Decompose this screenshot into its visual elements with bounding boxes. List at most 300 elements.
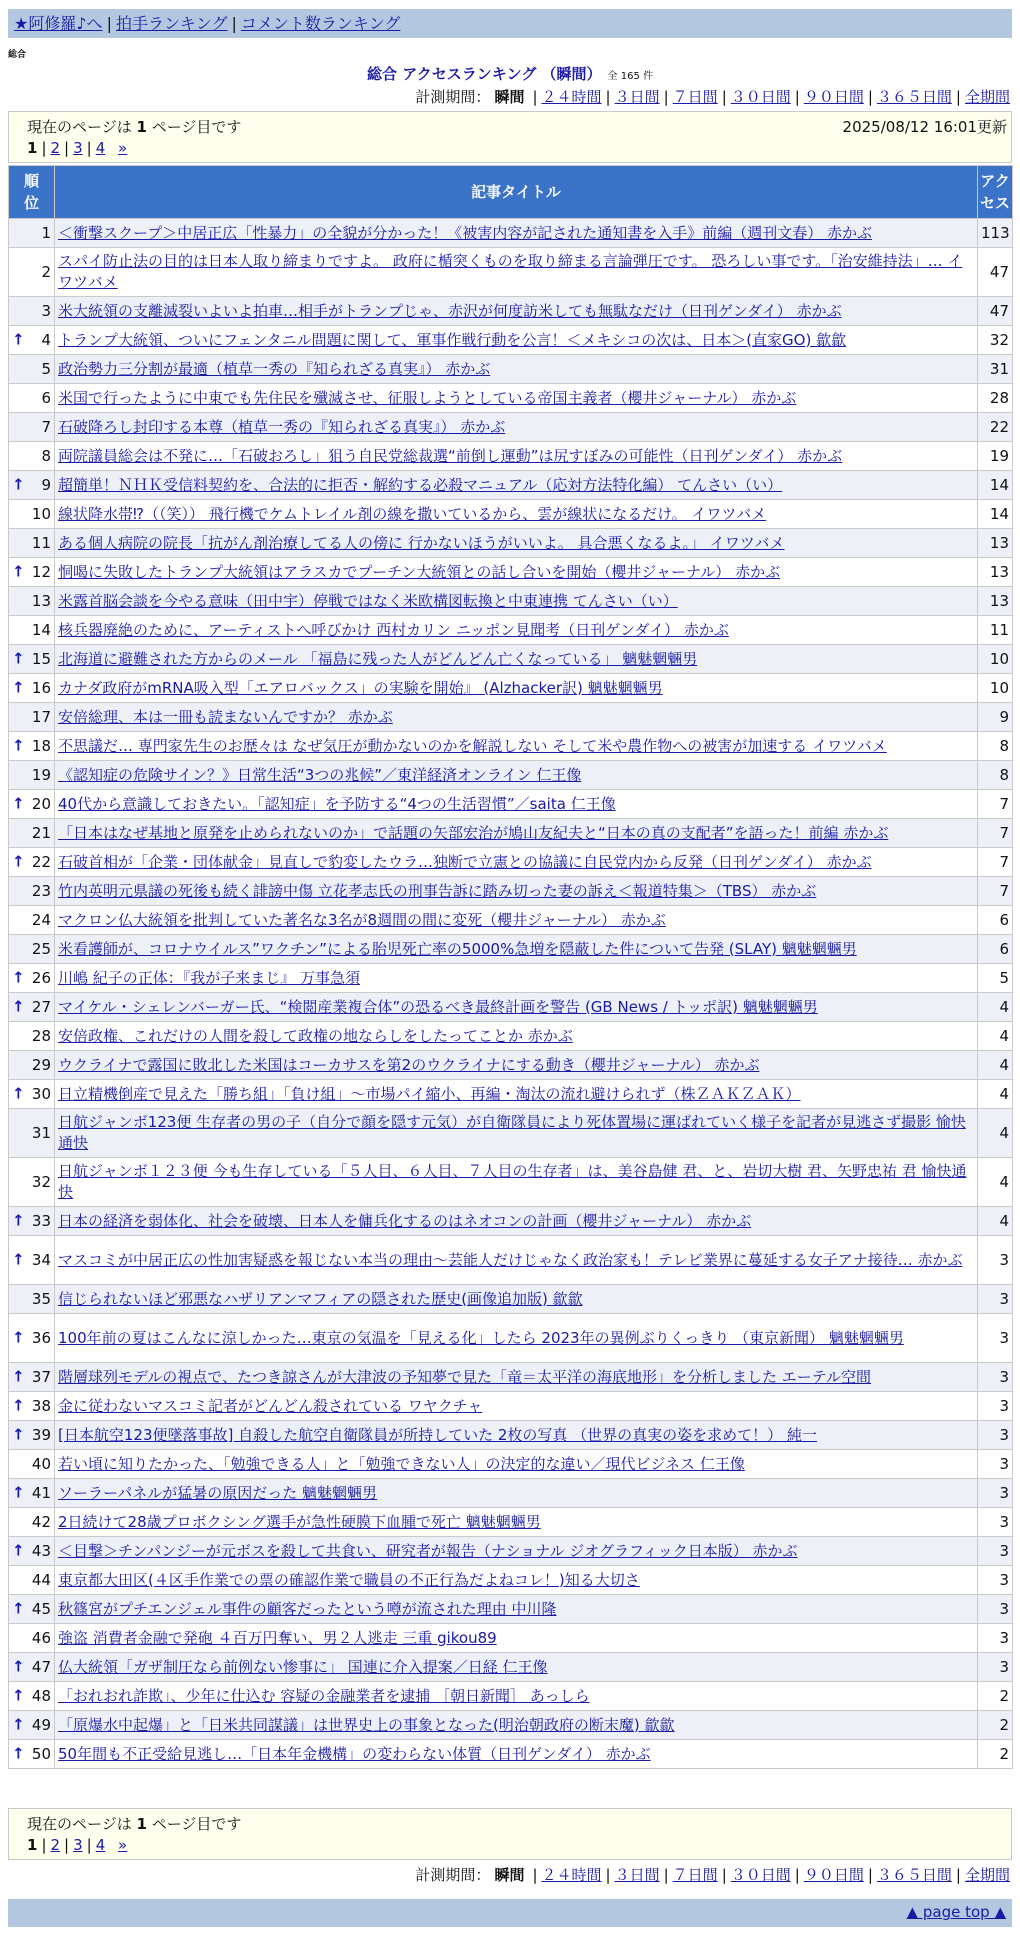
rank-cell	[9, 964, 55, 993]
rank-number: 1	[41, 223, 51, 242]
access-count: 3	[978, 1595, 1013, 1624]
access-count: 3	[978, 1421, 1013, 1450]
article-link[interactable]: 川嶋 紀子の正体：『我が子来まじ』 万事急須	[58, 968, 361, 987]
article-link[interactable]: 米看護師が、コロナウイルス”ワクチン”による胎児死亡率の5000%急増を隠蔽した件について告発 (SLAY) 魑魅魍魎男	[58, 939, 857, 958]
separator	[109, 139, 114, 157]
period-option[interactable]: ３６５日間	[876, 1866, 952, 1884]
rank-cell	[9, 1479, 55, 1508]
article-link[interactable]: 2日続けて28歳プロボクシング選手が急性硬膜下血腫で死亡 魑魅魍魎男	[58, 1512, 541, 1531]
rank-number: 26	[31, 968, 51, 987]
separator: |	[532, 88, 538, 106]
article-link[interactable]: 日航ジャンボ１２３便 今も生存している「５人目、６人目、７人目の生存者」は、美谷島健 君、と、岩切大樹 君、矢野忠祐 君 愉快通快	[58, 1162, 967, 1201]
rank-cell	[9, 1421, 55, 1450]
article-link[interactable]: 秋篠宮がプチエンジェル事件の顧客だったという噂が流された理由 中川隆	[58, 1599, 557, 1618]
table-row	[9, 906, 1013, 935]
period-current: 瞬間	[494, 88, 525, 106]
access-count: 14	[978, 500, 1013, 529]
up-arrow-icon: ↑	[12, 475, 25, 494]
up-arrow-icon: ↑	[12, 649, 25, 668]
title-cell	[55, 964, 978, 993]
table-row	[9, 297, 1013, 326]
period-option[interactable]: ７日間	[672, 1866, 718, 1884]
rank-number: 15	[31, 649, 51, 668]
separator: |	[532, 1866, 538, 1884]
rank-cell	[9, 1508, 55, 1537]
table-row	[9, 1051, 1013, 1080]
rank-number: 23	[31, 881, 51, 900]
article-link[interactable]: ソーラーパネルが猛暑の原因だった 魑魅魍魎男	[58, 1483, 378, 1502]
period-option[interactable]: ２４時間	[541, 88, 602, 106]
rank-number: 47	[31, 1657, 51, 1676]
access-count: 4	[978, 1080, 1013, 1109]
total-count: 全 165 件	[607, 71, 653, 82]
up-arrow-icon: ↑	[12, 330, 25, 349]
pager-current: 1	[27, 139, 38, 157]
access-count: 3	[978, 1314, 1013, 1363]
separator: |	[64, 139, 70, 157]
separator: |	[663, 88, 669, 106]
rank-cell	[9, 1566, 55, 1595]
rank-cell	[9, 877, 55, 906]
up-arrow-icon: ↑	[12, 1367, 25, 1386]
title-cell	[55, 703, 978, 732]
up-arrow-icon: ↑	[12, 1211, 25, 1230]
article-link[interactable]: ＜目撃＞チンパンジーが元ボスを殺して共食い、研究者が報告（ナショナル ジオグラフィック日本版） 赤かぶ	[58, 1541, 798, 1560]
rank-cell	[9, 616, 55, 645]
up-arrow-icon: ↑	[12, 794, 25, 813]
access-count: 3	[978, 1653, 1013, 1682]
article-link[interactable]: 「日本はなぜ基地と原発を止められないのか」で話題の矢部宏治が鳩山友紀夫と“日本の真の支配者”を語った！前編 赤かぶ	[58, 823, 889, 842]
table-row	[9, 993, 1013, 1022]
rank-number: 34	[31, 1250, 51, 1269]
rank-cell	[9, 529, 55, 558]
pager-next[interactable]: »	[118, 139, 128, 157]
access-count: 8	[978, 761, 1013, 790]
category-tag: 総合	[8, 50, 27, 60]
access-count: 3	[978, 1236, 1013, 1285]
rank-cell	[9, 819, 55, 848]
access-count: 4	[978, 1051, 1013, 1080]
rank-cell	[9, 1740, 55, 1769]
up-arrow-icon: ↑	[12, 562, 25, 581]
table-row	[9, 790, 1013, 819]
rank-cell	[9, 1236, 55, 1285]
up-arrow-icon: ↑	[12, 852, 25, 871]
article-link[interactable]: 《認知症の危険サイン？》日常生活“3つの兆候”／東洋経済オンライン 仁王像	[58, 765, 582, 784]
separator: |	[794, 88, 800, 106]
separator: |	[867, 1866, 873, 1884]
rank-cell	[9, 1537, 55, 1566]
rank-number: 30	[31, 1084, 51, 1103]
top-navigation: ★阿修羅♪へ | 拍手ランキング | コメント数ランキング	[8, 9, 1012, 38]
article-link[interactable]: マスコミが中居正広の性加害疑惑を報じない本当の理由～芸能人だけじゃなく政治家も！テレビ業界に蔓延する女子アナ接待… 赤かぶ	[58, 1250, 963, 1269]
rank-cell	[9, 993, 55, 1022]
rank-cell	[9, 935, 55, 964]
rank-number: 32	[31, 1172, 51, 1191]
access-count: 8	[978, 732, 1013, 761]
table-row	[9, 471, 1013, 500]
table-row	[9, 616, 1013, 645]
article-link[interactable]: 40代から意識しておきたい。「認知症」を予防する“4つの生活習慣”／saita 仁王像	[58, 794, 616, 813]
access-header: アクセス	[978, 166, 1013, 219]
pager-link[interactable]: 2	[50, 139, 61, 157]
title-cell	[55, 1421, 978, 1450]
article-link[interactable]: 米大統領の支離滅裂いよいよ拍車…相手がトランプじゃ、赤沢が何度訪米しても無駄なだけ（日刊ゲンダイ） 赤かぶ	[58, 301, 842, 320]
period-option[interactable]: 全期間	[964, 88, 1010, 106]
period-option[interactable]: ９０日間	[803, 1866, 864, 1884]
article-link[interactable]: 米露首脳会談を今やる意味（田中宇）停戦ではなく米欧構図転換と中東連携 てんさい（い）	[58, 591, 678, 610]
separator: |	[955, 1866, 961, 1884]
title-cell	[55, 1314, 978, 1363]
footer-bar	[8, 1899, 1012, 1927]
title-cell	[55, 471, 978, 500]
article-link[interactable]: 線状降水帯⁉（（笑）） 飛行機でケムトレイル剤の線を撒いているから、雲が線状になるだけ。 イワツバメ	[58, 504, 767, 523]
article-link[interactable]: 日航ジャンボ123便 生存者の男の子（自分で顔を隠す元気）が自衛隊員により死体置場に運ばれていく様子を記者が見逃さず撮影 愉快通快	[58, 1113, 966, 1152]
rank-number: 4	[41, 330, 51, 349]
article-link[interactable]: 恫喝に失敗したトランプ大統領はアラスカでプーチン大統領との話し合いを開始（櫻井ジャーナル） 赤かぶ	[58, 562, 781, 581]
rank-number: 19	[31, 765, 51, 784]
rank-number: 29	[31, 1055, 51, 1074]
article-link[interactable]: 超簡単！ＮＨＫ受信料契約を、合法的に拒否・解約する必殺マニュアル（応対方法特化編） てんさい（い）	[58, 475, 783, 494]
title-cell	[55, 326, 978, 355]
article-link[interactable]: 日立精機倒産で見えた「勝ち組」「負け組」～市場パイ縮小、再編・淘汰の流れ避けられず（株ＺＡＫＺＡＫ）	[58, 1084, 801, 1103]
article-link[interactable]: 安倍政権、これだけの人間を殺して政権の地ならしをしたってことか 赤かぶ	[58, 1026, 573, 1045]
period-option[interactable]: ３日間	[614, 1866, 660, 1884]
separator: |	[605, 88, 611, 106]
page-info-bottom	[8, 1808, 1012, 1860]
rank-cell	[9, 442, 55, 471]
table-row	[9, 703, 1013, 732]
title-cell	[55, 529, 978, 558]
article-link[interactable]: 「おれおれ詐欺」、少年に仕込む 容疑の金融業者を逮捕 ［朝日新聞］ あっしら	[58, 1686, 590, 1705]
access-count: 47	[978, 297, 1013, 326]
access-count: 19	[978, 442, 1013, 471]
article-link[interactable]: [日本航空123便墜落事故] 自殺した航空自衛隊員が所持していた 2枚の写真 （世界の真実の姿を求めて！） 純一	[58, 1425, 817, 1444]
access-count: 3	[978, 1450, 1013, 1479]
comment-ranking-link[interactable]: コメント数ランキング	[240, 14, 401, 33]
title-cell	[55, 1682, 978, 1711]
separator: |	[86, 1836, 92, 1854]
pager-link[interactable]: 4	[95, 1836, 106, 1854]
up-arrow-icon: ↑	[12, 1744, 25, 1763]
rank-number: 21	[31, 823, 51, 842]
rank-number: 3	[41, 301, 51, 320]
title-cell	[55, 877, 978, 906]
access-count: 6	[978, 906, 1013, 935]
access-count: 7	[978, 819, 1013, 848]
access-count: 10	[978, 674, 1013, 703]
access-count: 28	[978, 384, 1013, 413]
page-title-text: 総合 アクセスランキング （瞬間）	[367, 65, 602, 83]
period-selector-bottom	[415, 1864, 1010, 1885]
table-row	[9, 1109, 1013, 1158]
title-cell	[55, 384, 978, 413]
separator: |	[867, 88, 873, 106]
pager-link[interactable]: 4	[95, 139, 106, 157]
title-cell	[55, 674, 978, 703]
up-arrow-icon: ↑	[12, 1425, 25, 1444]
rank-number: 13	[31, 591, 51, 610]
rank-number: 5	[41, 359, 51, 378]
rank-cell	[9, 1158, 55, 1207]
rank-number: 14	[31, 620, 51, 639]
table-row	[9, 1508, 1013, 1537]
table-row	[9, 674, 1013, 703]
title-cell	[55, 1450, 978, 1479]
up-arrow-icon: ↑	[12, 968, 25, 987]
title-cell	[55, 848, 978, 877]
table-row	[9, 848, 1013, 877]
article-link[interactable]: 石破首相が「企業・団体献金」見直しで豹変したウラ…独断で立憲との協議に自民党内から反発（日刊ゲンダイ） 赤かぶ	[58, 852, 872, 871]
pager-link[interactable]: 3	[73, 1836, 83, 1854]
period-option[interactable]: ２４時間	[541, 1866, 602, 1884]
home-link[interactable]: ★阿修羅♪へ	[14, 14, 103, 33]
rank-cell	[9, 1022, 55, 1051]
up-arrow-icon: ↑	[12, 997, 25, 1016]
separator: |	[86, 139, 92, 157]
rank-cell	[9, 790, 55, 819]
title-cell	[55, 1285, 978, 1314]
rank-cell	[9, 558, 55, 587]
rank-header: 順位	[9, 166, 55, 219]
pager-current: 1	[27, 1836, 38, 1854]
rank-number: 49	[31, 1715, 51, 1734]
rank-cell	[9, 587, 55, 616]
title-cell	[55, 1051, 978, 1080]
table-row	[9, 355, 1013, 384]
title-cell	[55, 1158, 978, 1207]
access-count: 7	[978, 877, 1013, 906]
rank-cell	[9, 1363, 55, 1392]
access-count: 113	[978, 219, 1013, 248]
article-link[interactable]: 両院議員総会は不発に…「石破おろし」狙う自民党総裁選“前倒し運動”は尻すぼみの可能性（日刊ゲンダイ） 赤かぶ	[58, 446, 843, 465]
separator: |	[64, 1836, 70, 1854]
table-row	[9, 1479, 1013, 1508]
article-link[interactable]: 安倍総理、本は一冊も読まないんですか？ 赤かぶ	[58, 707, 393, 726]
period-option[interactable]: ９０日間	[803, 88, 864, 106]
rank-cell	[9, 471, 55, 500]
article-link[interactable]: ウクライナで露国に敗北した米国はコーカサスを第2のウクライナにする動き（櫻井ジャーナル） 赤かぶ	[58, 1055, 760, 1074]
rank-number: 43	[31, 1541, 51, 1560]
title-cell	[55, 1236, 978, 1285]
period-label: 計測期間：	[415, 1866, 491, 1884]
table-row	[9, 326, 1013, 355]
access-count: 3	[978, 1566, 1013, 1595]
article-link[interactable]: 100年前の夏はこんなに涼しかった…東京の気温を「見える化」したら 2023年の異例ぶりくっきり （東京新聞） 魑魅魍魎男	[58, 1328, 904, 1347]
period-option[interactable]: ３６５日間	[876, 88, 952, 106]
rank-cell	[9, 1624, 55, 1653]
rank-cell	[9, 326, 55, 355]
article-link[interactable]: 北海道に避難された方からのメール 「福島に残った人がどんどん亡くなっている」 魑魅魍魎男	[58, 649, 698, 668]
title-cell	[55, 413, 978, 442]
up-arrow-icon: ↑	[12, 1396, 25, 1415]
title-cell	[55, 616, 978, 645]
table-row	[9, 761, 1013, 790]
title-cell	[55, 1479, 978, 1508]
article-link[interactable]: 日本の経済を弱体化、社会を破壊、日本人を傭兵化するのはネオコンの計画（櫻井ジャーナル） 赤かぶ	[58, 1211, 752, 1230]
article-link[interactable]: 竹内英明元県議の死後も続く誹謗中傷 立花孝志氏の刑事告訴に踏み切った妻の訴え＜報道特集＞（TBS） 赤かぶ	[58, 881, 817, 900]
article-link[interactable]: 仏大統領「ガザ制圧なら前例ない惨事に」 国連に介入提案／日経 仁王像	[58, 1657, 548, 1676]
article-link[interactable]: 政治勢力三分割が最適（植草一秀の『知られざる真実』） 赤かぶ	[58, 359, 491, 378]
access-count: 11	[978, 616, 1013, 645]
access-count: 3	[978, 1624, 1013, 1653]
access-count: 4	[978, 1022, 1013, 1051]
rank-number: 38	[31, 1396, 51, 1415]
rank-cell	[9, 1314, 55, 1363]
title-cell	[55, 297, 978, 326]
separator	[109, 1836, 114, 1854]
table-row	[9, 219, 1013, 248]
rank-number: 27	[31, 997, 51, 1016]
access-count: 13	[978, 529, 1013, 558]
article-link[interactable]: スパイ防止法の目的は日本人取り締まりですよ。 政府に楯突くものを取り締まる言論弾圧です。 恐ろしい事です。「治安維持法」… イワツバメ	[58, 252, 963, 291]
article-link[interactable]: 米国で行ったように中東でも先住民を殲滅させ、征服しようとしている帝国主義者（櫻井ジャーナル） 赤かぶ	[58, 388, 797, 407]
title-cell	[55, 1022, 978, 1051]
article-link[interactable]: トランプ大統領、ついにフェンタニル問題に関して、軍事作戦行動を公言！＜メキシコの次は、日本＞(直家GO) 歙歙	[58, 330, 847, 349]
article-link[interactable]: 東京都大田区(４区手作業での票の確認作業で職員の不正行為だよねコレ！)知る大切さ	[58, 1570, 640, 1589]
title-cell	[55, 906, 978, 935]
rank-number: 40	[31, 1454, 51, 1473]
period-label: 計測期間：	[415, 88, 491, 106]
article-link[interactable]: ＜衝撃スクープ＞中居正広「性暴力」の全貌が分かった！《被害内容が記された通知書を入手》前編（週刊文春） 赤かぶ	[58, 223, 873, 242]
title-cell	[55, 587, 978, 616]
separator: |	[721, 88, 727, 106]
article-link[interactable]: 若い頃に知りたかった、「勉強できる人」と「勉強できない人」の決定的な違い／現代ビジネス 仁王像	[58, 1454, 745, 1473]
period-option[interactable]: ７日間	[672, 88, 718, 106]
rank-number: 12	[31, 562, 51, 581]
access-count: 4	[978, 1109, 1013, 1158]
title-header: 記事タイトル	[55, 166, 978, 219]
pager-link[interactable]: 2	[50, 1836, 61, 1854]
rank-cell	[9, 732, 55, 761]
table-row	[9, 1158, 1013, 1207]
rank-number: 20	[31, 794, 51, 813]
rank-number: 22	[31, 852, 51, 871]
rank-number: 11	[31, 533, 51, 552]
article-link[interactable]: 階層球列モデルの視点で、たつき諒さんが大津波の予知夢で見た「竜＝太平洋の海底地形」を分析しました エーテル空間	[58, 1367, 871, 1386]
rank-number: 10	[31, 504, 51, 523]
article-link[interactable]: マクロン仏大統領を批判していた著名な3名が8週間の間に変死（櫻井ジャーナル） 赤かぶ	[58, 910, 666, 929]
period-option[interactable]: ３０日間	[730, 1866, 791, 1884]
article-link[interactable]: 「原爆水中起爆」と「日米共同謀議」は世界史上の事象となった(明治朝政府の断末魔) 歙歙	[58, 1715, 675, 1734]
rank-number: 17	[31, 707, 51, 726]
title-cell	[55, 1363, 978, 1392]
page-title	[0, 63, 1020, 84]
article-link[interactable]: 信じられないほど邪悪なハザリアンマフィアの隠された歴史(画像追加版) 歙歙	[58, 1289, 583, 1308]
title-cell	[55, 645, 978, 674]
access-count: 2	[978, 1682, 1013, 1711]
article-link[interactable]: 50年間も不正受給見逃し…「日本年金機構」の変わらない体質（日刊ゲンダイ） 赤かぶ	[58, 1744, 651, 1763]
article-link[interactable]: 核兵器廃絶のために、アーティストへ呼びかけ 西村カリン ニッポン見聞考（日刊ゲンダイ） 赤かぶ	[58, 620, 729, 639]
rank-cell	[9, 645, 55, 674]
separator: |	[41, 1836, 47, 1854]
period-current: 瞬間	[494, 1866, 525, 1884]
title-cell	[55, 1595, 978, 1624]
page-info-top	[8, 111, 1012, 163]
access-count: 3	[978, 1285, 1013, 1314]
rank-number: 41	[31, 1483, 51, 1502]
separator: |	[721, 1866, 727, 1884]
access-count: 10	[978, 645, 1013, 674]
access-count: 32	[978, 326, 1013, 355]
pager-link[interactable]: 3	[73, 139, 83, 157]
up-arrow-icon: ↑	[12, 1657, 25, 1676]
title-cell	[55, 761, 978, 790]
article-link[interactable]: 不思議だ… 専門家先生のお歴々は なぜ気圧が動かないのかを解説しない そして米や農作物への被害が加速する イワツバメ	[58, 736, 887, 755]
access-count: 3	[978, 1508, 1013, 1537]
rank-number: 39	[31, 1425, 51, 1444]
access-count: 9	[978, 703, 1013, 732]
pager-next[interactable]: »	[118, 1836, 128, 1854]
table-row	[9, 248, 1013, 297]
separator: |	[605, 1866, 611, 1884]
table-row	[9, 1207, 1013, 1236]
rank-cell	[9, 1653, 55, 1682]
up-arrow-icon: ↑	[12, 1328, 25, 1347]
clap-ranking-link[interactable]: 拍手ランキング	[115, 14, 228, 33]
period-option[interactable]: ３０日間	[730, 88, 791, 106]
rank-number: 35	[31, 1289, 51, 1308]
pager	[27, 139, 127, 157]
table-row	[9, 1236, 1013, 1285]
up-arrow-icon: ↑	[12, 678, 25, 697]
table-row	[9, 1653, 1013, 1682]
table-row	[9, 442, 1013, 471]
table-row	[9, 413, 1013, 442]
access-count: 4	[978, 1158, 1013, 1207]
rank-number: 37	[31, 1367, 51, 1386]
access-count: 31	[978, 355, 1013, 384]
up-arrow-icon: ↑	[12, 1686, 25, 1705]
table-row	[9, 1392, 1013, 1421]
table-row	[9, 1314, 1013, 1363]
title-cell	[55, 1566, 978, 1595]
table-row	[9, 1022, 1013, 1051]
rank-cell	[9, 1682, 55, 1711]
rank-cell	[9, 1051, 55, 1080]
article-link[interactable]: ある個人病院の院長「抗がん剤治療してる人の傍に 行かないほうがいいよ。 具合悪くなるよ。」 イワツバメ	[58, 533, 785, 552]
article-link[interactable]: 金に従わないマスコミ記者がどんどん殺されている ワヤクチャ	[58, 1396, 483, 1415]
separator: |	[955, 88, 961, 106]
title-cell	[55, 732, 978, 761]
article-link[interactable]: カナダ政府がmRNA吸入型「エアロバックス」の実験を開始』 (Alzhacker訳) 魑魅魍魎男	[58, 678, 663, 697]
title-cell	[55, 442, 978, 471]
period-option[interactable]: ３日間	[614, 88, 660, 106]
table-header-row	[9, 166, 1013, 219]
table-row	[9, 1624, 1013, 1653]
title-cell	[55, 1653, 978, 1682]
rank-number: 50	[31, 1744, 51, 1763]
title-cell	[55, 248, 978, 297]
rank-cell	[9, 384, 55, 413]
access-count: 3	[978, 1479, 1013, 1508]
article-link[interactable]: マイケル・シェレンバーガー氏、“検閲産業複合体”の恐るべき最終計画を警告 (GB News / トッポ訳) 魑魅魍魎男	[58, 997, 818, 1016]
table-row	[9, 500, 1013, 529]
rank-cell	[9, 703, 55, 732]
table-row	[9, 1595, 1013, 1624]
access-count: 7	[978, 848, 1013, 877]
page-top-link[interactable]: ▲ page top ▲	[906, 1903, 1006, 1921]
table-row	[9, 819, 1013, 848]
rank-cell	[9, 1711, 55, 1740]
rank-number: 31	[31, 1123, 51, 1142]
rank-number: 8	[41, 446, 51, 465]
article-link[interactable]: 石破降ろし封印する本尊（植草一秀の『知られざる真実』） 赤かぶ	[58, 417, 506, 436]
rank-number: 7	[41, 417, 51, 436]
page-status: 現在のページは 1 ページ目です	[27, 118, 242, 136]
article-link[interactable]: 強盗 消費者金融で発砲 ４百万円奪い、男２人逃走 三重 gikou89	[58, 1628, 497, 1647]
period-option[interactable]: 全期間	[964, 1866, 1010, 1884]
